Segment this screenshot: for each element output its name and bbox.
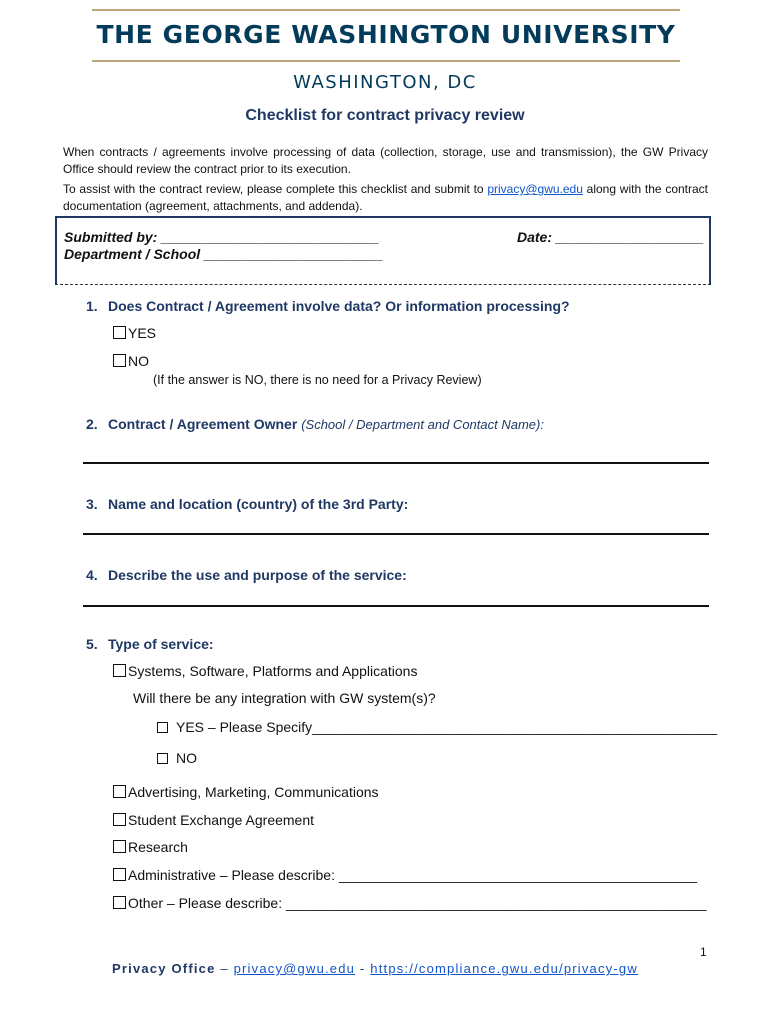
q5-integration-question: Will there be any integration with GW system(s)? bbox=[133, 690, 436, 706]
question-2 bbox=[86, 416, 544, 432]
question-3-text: Name and location (country) of the 3rd Party: bbox=[108, 496, 409, 512]
question-1-number: 1. bbox=[86, 298, 98, 314]
q5-integration-no-option[interactable] bbox=[157, 750, 197, 766]
q2-answer-line[interactable] bbox=[83, 462, 709, 464]
q1-no-label: NO bbox=[128, 353, 149, 369]
question-3 bbox=[86, 496, 408, 512]
footer-url-link[interactable]: https://compliance.gwu.edu/privacy-gw bbox=[370, 961, 638, 976]
q5-research-option[interactable] bbox=[113, 839, 188, 855]
question-4-text: Describe the use and purpose of the service: bbox=[108, 567, 407, 583]
footer-office: Privacy Office bbox=[112, 961, 216, 976]
q5-advertising-option[interactable] bbox=[113, 784, 379, 800]
page-number: 1 bbox=[700, 945, 707, 959]
footer-email-link[interactable]: privacy@gwu.edu bbox=[233, 961, 356, 976]
q5-integration-no-label: NO bbox=[176, 750, 197, 766]
intro-paragraph-1: When contracts / agreements involve processing of data (collection, storage, use and transmission), the GW Privacy Office should review the contract prior to its execution. bbox=[63, 145, 708, 176]
checkbox-icon[interactable] bbox=[113, 326, 126, 339]
q5-administrative-option[interactable] bbox=[113, 867, 697, 883]
department-field[interactable]: Department / School _______________________ bbox=[64, 246, 384, 262]
q5-integration-yes-option[interactable] bbox=[157, 719, 717, 735]
footer bbox=[112, 961, 638, 976]
q5-other-option[interactable] bbox=[113, 895, 706, 911]
q5-advertising-label: Advertising, Marketing, Communications bbox=[128, 784, 379, 800]
q1-note: (If the answer is NO, there is no need for a Privacy Review) bbox=[153, 373, 482, 387]
q4-answer-line[interactable] bbox=[83, 605, 709, 607]
question-5-number: 5. bbox=[86, 636, 98, 652]
privacy-email-link[interactable]: privacy@gwu.edu bbox=[487, 182, 583, 196]
question-5 bbox=[86, 636, 214, 652]
q5-systems-label: Systems, Software, Platforms and Applications bbox=[128, 663, 418, 679]
document-title: Checklist for contract privacy review bbox=[245, 107, 525, 124]
intro-paragraph-2 bbox=[63, 181, 708, 215]
university-city: WASHINGTON, DC bbox=[293, 72, 477, 93]
q5-student-exchange-label: Student Exchange Agreement bbox=[128, 812, 315, 828]
intro-text-after-email: along with the contract documentation (agreement, attachments, and addenda). bbox=[63, 182, 708, 213]
checkbox-icon[interactable] bbox=[113, 840, 126, 853]
footer-separator: - bbox=[355, 961, 371, 976]
checkbox-icon[interactable] bbox=[157, 722, 168, 733]
checkbox-icon[interactable] bbox=[113, 868, 126, 881]
university-name: THE GEORGE WASHINGTON UNIVERSITY bbox=[96, 20, 676, 49]
question-2-text: Contract / Agreement Owner bbox=[108, 416, 298, 432]
q1-no-option[interactable] bbox=[113, 353, 149, 369]
question-5-text: Type of service: bbox=[108, 636, 214, 652]
q5-systems-option[interactable] bbox=[113, 663, 417, 679]
header-top-rule bbox=[92, 9, 680, 11]
checkbox-icon[interactable] bbox=[113, 664, 126, 677]
q5-administrative-label: Administrative – Please describe: ______________________________________________ bbox=[128, 867, 698, 883]
header-bottom-rule bbox=[92, 60, 680, 62]
date-field[interactable]: Date: ___________________ bbox=[517, 229, 704, 245]
checkbox-icon[interactable] bbox=[157, 753, 168, 764]
q5-other-label: Other – Please describe: ______________________________________________________ bbox=[128, 895, 707, 911]
question-4 bbox=[86, 567, 407, 583]
question-4-number: 4. bbox=[86, 567, 98, 583]
q1-yes-option[interactable] bbox=[113, 325, 156, 341]
footer-separator: – bbox=[215, 961, 234, 976]
q3-answer-line[interactable] bbox=[83, 533, 709, 535]
question-3-number: 3. bbox=[86, 496, 98, 512]
submitted-by-field[interactable]: Submitted by: ____________________________ bbox=[64, 229, 380, 245]
intro-text-before-email: To assist with the contract review, please complete this checklist and submit to bbox=[63, 182, 488, 196]
q5-student-exchange-option[interactable] bbox=[113, 812, 314, 828]
q1-yes-label: YES bbox=[128, 325, 157, 341]
question-2-subtext: (School / Department and Contact Name): bbox=[301, 417, 544, 432]
question-2-number: 2. bbox=[86, 416, 98, 432]
question-1 bbox=[86, 298, 570, 314]
checkbox-icon[interactable] bbox=[113, 785, 126, 798]
question-1-text: Does Contract / Agreement involve data? Or information processing? bbox=[108, 298, 570, 314]
checkbox-icon[interactable] bbox=[113, 896, 126, 909]
q5-research-label: Research bbox=[128, 839, 188, 855]
checkbox-icon[interactable] bbox=[113, 813, 126, 826]
checkbox-icon[interactable] bbox=[113, 354, 126, 367]
q5-integration-yes-label: YES – Please Specify____________________________________________________ bbox=[176, 719, 718, 735]
